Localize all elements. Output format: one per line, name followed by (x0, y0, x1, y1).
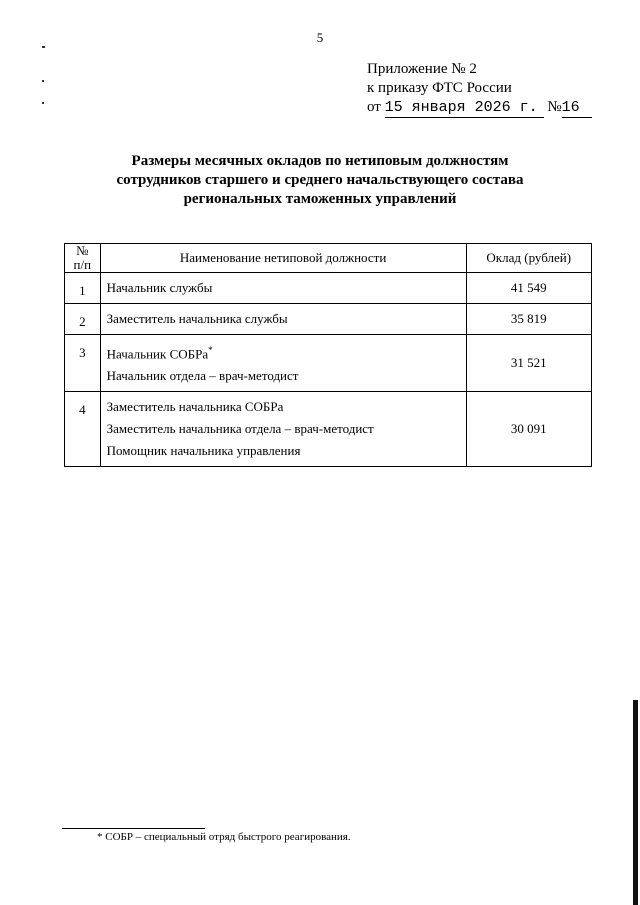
appendix-title: Приложение № 2 (367, 61, 477, 77)
position-name: Начальник отдела – врач-методист (106, 368, 299, 384)
footnote: * СОБР – специальный отряд быстрого реагирования. (97, 831, 351, 843)
salary-table (64, 243, 592, 467)
position-name-text: Начальник СОБРа (106, 346, 209, 362)
scan-edge-artifact (633, 700, 638, 905)
position-name: Заместитель начальника службы (106, 311, 288, 326)
row-num: 4 (65, 392, 101, 467)
position-name (107, 339, 460, 365)
footnote-rule (62, 828, 205, 829)
header-num (65, 244, 101, 273)
row-salary: 41 549 (466, 273, 591, 304)
scan-speck (42, 102, 44, 104)
number-label: № (547, 99, 562, 115)
order-number: 16 (562, 98, 592, 118)
table-header-row (65, 244, 592, 273)
appendix-date-line (367, 98, 592, 118)
title-line-1: Размеры месячных окладов по нетиповым должностям (131, 153, 509, 169)
row-position (100, 304, 466, 335)
scan-speck (42, 46, 45, 48)
from-label: от (367, 99, 381, 115)
page-number: 5 (316, 30, 324, 45)
header-position: Наименование нетиповой должности (100, 244, 466, 273)
document-title (60, 152, 580, 209)
position-name: Заместитель начальника СОБРа (106, 399, 284, 415)
row-salary: 35 819 (466, 304, 591, 335)
position-name: Начальник службы (106, 280, 213, 295)
table-row (65, 335, 592, 392)
table-row (65, 273, 592, 304)
header-num-pp: п/п (73, 257, 92, 272)
row-salary: 31 521 (466, 335, 591, 392)
position-name: Заместитель начальника отдела – врач-методист (106, 421, 374, 437)
row-position (100, 273, 466, 304)
row-num: 1 (65, 273, 101, 304)
header-num-sign: № (76, 243, 89, 258)
appendix-order: к приказу ФТС России (367, 80, 512, 96)
row-salary: 30 091 (466, 392, 591, 467)
appendix-header (367, 60, 592, 118)
row-num: 3 (65, 335, 101, 392)
order-date: 15 января 2026 г. (385, 98, 544, 118)
position-name: Помощник начальника управления (106, 443, 301, 459)
scan-speck (42, 80, 44, 82)
row-position (100, 335, 466, 392)
header-salary: Оклад (рублей) (466, 244, 591, 273)
title-line-3: региональных таможенных управлений (183, 191, 457, 207)
row-position (100, 392, 466, 467)
table-row (65, 304, 592, 335)
row-num: 2 (65, 304, 101, 335)
title-line-2: сотрудников старшего и среднего начальствующего состава (116, 172, 524, 188)
footnote-mark: * (208, 345, 213, 355)
table-row (65, 392, 592, 467)
